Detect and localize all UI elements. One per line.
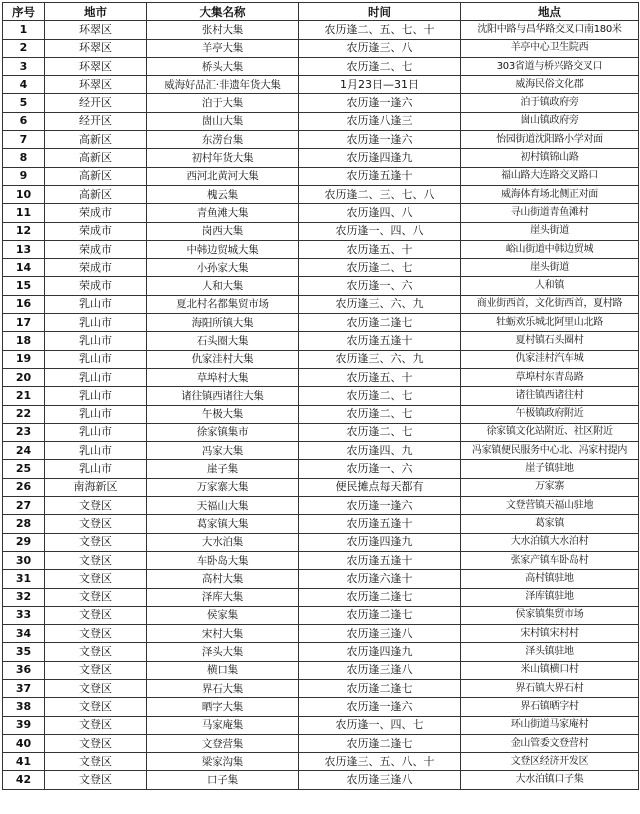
cell-index: 1 bbox=[3, 21, 45, 39]
cell-location: 冯家镇便民服务中心北、冯家村提内 bbox=[461, 442, 639, 460]
cell-city: 文登区 bbox=[45, 625, 147, 643]
table-row bbox=[3, 314, 639, 332]
table-row bbox=[3, 204, 639, 222]
header-location: 地点 bbox=[461, 3, 639, 21]
table-row bbox=[3, 185, 639, 203]
cell-city: 荣成市 bbox=[45, 222, 147, 240]
cell-time: 农历逢一逢六 bbox=[299, 131, 461, 149]
cell-market-name: 仇家洼村大集 bbox=[147, 350, 299, 368]
cell-location: 万家寨 bbox=[461, 478, 639, 496]
table-row bbox=[3, 368, 639, 386]
cell-location: 午极镇政府附近 bbox=[461, 405, 639, 423]
cell-market-name: 侯家集 bbox=[147, 606, 299, 624]
table-row bbox=[3, 131, 639, 149]
cell-market-name: 槐云集 bbox=[147, 185, 299, 203]
cell-market-name: 车卧岛大集 bbox=[147, 551, 299, 569]
cell-index: 13 bbox=[3, 240, 45, 258]
cell-index: 35 bbox=[3, 643, 45, 661]
market-schedule-table bbox=[2, 2, 639, 790]
cell-market-name: 马家庵集 bbox=[147, 716, 299, 734]
table-row bbox=[3, 423, 639, 441]
cell-time: 农历逢一、四、八 bbox=[299, 222, 461, 240]
table-body bbox=[3, 21, 639, 789]
table-row bbox=[3, 240, 639, 258]
table-row bbox=[3, 167, 639, 185]
cell-location: 界石镇大界石村 bbox=[461, 679, 639, 697]
cell-time: 农历逢四、八 bbox=[299, 204, 461, 222]
cell-time: 农历逢一逢六 bbox=[299, 94, 461, 112]
cell-city: 环翠区 bbox=[45, 21, 147, 39]
cell-location: 仇家洼村汽车城 bbox=[461, 350, 639, 368]
cell-city: 乳山市 bbox=[45, 295, 147, 313]
table-row bbox=[3, 698, 639, 716]
cell-market-name: 万家寨大集 bbox=[147, 478, 299, 496]
cell-time: 农历逢三、六、九 bbox=[299, 295, 461, 313]
cell-market-name: 界石大集 bbox=[147, 679, 299, 697]
cell-time: 农历逢三、八 bbox=[299, 39, 461, 57]
cell-city: 荣成市 bbox=[45, 240, 147, 258]
cell-city: 乳山市 bbox=[45, 405, 147, 423]
cell-market-name: 天福山大集 bbox=[147, 497, 299, 515]
cell-market-name: 西河北黄河大集 bbox=[147, 167, 299, 185]
cell-location: 峪山街道中韩边贸城 bbox=[461, 240, 639, 258]
table-row bbox=[3, 21, 639, 39]
cell-city: 荣成市 bbox=[45, 259, 147, 277]
cell-index: 40 bbox=[3, 734, 45, 752]
cell-location: 羊亭中心卫生院西 bbox=[461, 39, 639, 57]
cell-index: 4 bbox=[3, 76, 45, 94]
table-row bbox=[3, 716, 639, 734]
cell-market-name: 冯家大集 bbox=[147, 442, 299, 460]
cell-location: 崖子镇驻地 bbox=[461, 460, 639, 478]
cell-time: 农历逢二逢七 bbox=[299, 588, 461, 606]
table-row bbox=[3, 94, 639, 112]
cell-time: 农历逢四逢九 bbox=[299, 533, 461, 551]
cell-index: 11 bbox=[3, 204, 45, 222]
cell-market-name: 崖子集 bbox=[147, 460, 299, 478]
cell-time: 农历逢二逢七 bbox=[299, 679, 461, 697]
cell-index: 39 bbox=[3, 716, 45, 734]
cell-location: 崮山镇政府旁 bbox=[461, 112, 639, 130]
cell-city: 乳山市 bbox=[45, 368, 147, 386]
cell-city: 乳山市 bbox=[45, 387, 147, 405]
table-header-row bbox=[3, 3, 639, 21]
cell-city: 乳山市 bbox=[45, 442, 147, 460]
cell-city: 文登区 bbox=[45, 716, 147, 734]
cell-city: 文登区 bbox=[45, 679, 147, 697]
cell-market-name: 海阳所镇大集 bbox=[147, 314, 299, 332]
cell-market-name: 泽库大集 bbox=[147, 588, 299, 606]
table-row bbox=[3, 39, 639, 57]
table-row bbox=[3, 277, 639, 295]
cell-time: 农历逢二逢七 bbox=[299, 734, 461, 752]
cell-city: 文登区 bbox=[45, 698, 147, 716]
cell-location: 米山镇横口村 bbox=[461, 661, 639, 679]
cell-location: 人和镇 bbox=[461, 277, 639, 295]
cell-location: 威海民俗文化郡 bbox=[461, 76, 639, 94]
cell-market-name: 诸往镇西诸往大集 bbox=[147, 387, 299, 405]
cell-time: 农历逢五、十 bbox=[299, 368, 461, 386]
cell-time: 农历逢五、十 bbox=[299, 240, 461, 258]
table-row bbox=[3, 497, 639, 515]
cell-market-name: 张村大集 bbox=[147, 21, 299, 39]
cell-index: 8 bbox=[3, 149, 45, 167]
cell-index: 36 bbox=[3, 661, 45, 679]
cell-time: 农历逢二、五、七、十 bbox=[299, 21, 461, 39]
header-index: 序号 bbox=[3, 3, 45, 21]
cell-time: 农历逢三逢八 bbox=[299, 771, 461, 789]
cell-city: 荣成市 bbox=[45, 204, 147, 222]
cell-index: 34 bbox=[3, 625, 45, 643]
cell-market-name: 口子集 bbox=[147, 771, 299, 789]
cell-market-name: 草埠村大集 bbox=[147, 368, 299, 386]
cell-index: 38 bbox=[3, 698, 45, 716]
cell-index: 23 bbox=[3, 423, 45, 441]
cell-location: 大水泊镇口子集 bbox=[461, 771, 639, 789]
cell-location: 怡园街道沈阳路小学对面 bbox=[461, 131, 639, 149]
cell-time: 农历逢三逢八 bbox=[299, 661, 461, 679]
cell-index: 28 bbox=[3, 515, 45, 533]
table-row bbox=[3, 460, 639, 478]
cell-location: 宋村镇宋村村 bbox=[461, 625, 639, 643]
cell-city: 文登区 bbox=[45, 643, 147, 661]
cell-location: 文登营镇天福山驻地 bbox=[461, 497, 639, 515]
cell-time: 农历逢五逢十 bbox=[299, 332, 461, 350]
cell-city: 环翠区 bbox=[45, 76, 147, 94]
cell-market-name: 晒字大集 bbox=[147, 698, 299, 716]
cell-market-name: 人和大集 bbox=[147, 277, 299, 295]
cell-time: 农历逢四逢九 bbox=[299, 643, 461, 661]
cell-time: 农历逢二、七 bbox=[299, 387, 461, 405]
cell-time: 农历逢三、五、八、十 bbox=[299, 753, 461, 771]
cell-index: 12 bbox=[3, 222, 45, 240]
cell-city: 高新区 bbox=[45, 167, 147, 185]
table-row bbox=[3, 570, 639, 588]
cell-market-name: 石头圈大集 bbox=[147, 332, 299, 350]
table-row bbox=[3, 112, 639, 130]
cell-city: 经开区 bbox=[45, 94, 147, 112]
cell-location: 牡蛎欢乐城北阿里山北路 bbox=[461, 314, 639, 332]
cell-time: 农历逢二、七 bbox=[299, 259, 461, 277]
cell-location: 303省道与桥兴路交叉口 bbox=[461, 57, 639, 75]
cell-index: 5 bbox=[3, 94, 45, 112]
cell-city: 文登区 bbox=[45, 497, 147, 515]
cell-index: 16 bbox=[3, 295, 45, 313]
cell-market-name: 青鱼滩大集 bbox=[147, 204, 299, 222]
cell-market-name: 崮山大集 bbox=[147, 112, 299, 130]
cell-time: 农历逢八逢三 bbox=[299, 112, 461, 130]
cell-city: 文登区 bbox=[45, 515, 147, 533]
cell-time: 农历逢五逢十 bbox=[299, 515, 461, 533]
cell-location: 葛家镇 bbox=[461, 515, 639, 533]
table-row bbox=[3, 771, 639, 789]
cell-city: 经开区 bbox=[45, 112, 147, 130]
table-row bbox=[3, 149, 639, 167]
cell-time: 农历逢二、七 bbox=[299, 57, 461, 75]
cell-time: 农历逢一逢六 bbox=[299, 698, 461, 716]
cell-index: 2 bbox=[3, 39, 45, 57]
cell-time: 农历逢五逢十 bbox=[299, 551, 461, 569]
cell-index: 14 bbox=[3, 259, 45, 277]
cell-time: 农历逢一逢六 bbox=[299, 497, 461, 515]
cell-index: 25 bbox=[3, 460, 45, 478]
cell-time: 农历逢二逢七 bbox=[299, 314, 461, 332]
cell-time: 农历逢二、七 bbox=[299, 405, 461, 423]
cell-market-name: 宋村大集 bbox=[147, 625, 299, 643]
table-row bbox=[3, 643, 639, 661]
cell-market-name: 中韩边贸城大集 bbox=[147, 240, 299, 258]
table-row bbox=[3, 551, 639, 569]
cell-time: 农历逢四、九 bbox=[299, 442, 461, 460]
cell-index: 41 bbox=[3, 753, 45, 771]
cell-index: 3 bbox=[3, 57, 45, 75]
cell-location: 福山路大连路交叉路口 bbox=[461, 167, 639, 185]
cell-index: 7 bbox=[3, 131, 45, 149]
cell-market-name: 午极大集 bbox=[147, 405, 299, 423]
cell-market-name: 小孙家大集 bbox=[147, 259, 299, 277]
cell-index: 24 bbox=[3, 442, 45, 460]
cell-index: 21 bbox=[3, 387, 45, 405]
cell-location: 沈阳中路与昌华路交叉口南180米 bbox=[461, 21, 639, 39]
cell-index: 18 bbox=[3, 332, 45, 350]
table-row bbox=[3, 588, 639, 606]
cell-location: 文登区经济开发区 bbox=[461, 753, 639, 771]
cell-market-name: 文登营集 bbox=[147, 734, 299, 752]
cell-city: 文登区 bbox=[45, 734, 147, 752]
cell-location: 商业街西首，文化街西首，夏村路 bbox=[461, 295, 639, 313]
cell-time: 农历逢四逢九 bbox=[299, 149, 461, 167]
cell-city: 文登区 bbox=[45, 533, 147, 551]
table-row bbox=[3, 734, 639, 752]
cell-location: 环山街道马家庵村 bbox=[461, 716, 639, 734]
cell-location: 草埠村东青岛路 bbox=[461, 368, 639, 386]
header-time: 时间 bbox=[299, 3, 461, 21]
cell-market-name: 泊于大集 bbox=[147, 94, 299, 112]
cell-market-name: 东涝台集 bbox=[147, 131, 299, 149]
table-row bbox=[3, 259, 639, 277]
cell-city: 环翠区 bbox=[45, 39, 147, 57]
cell-index: 42 bbox=[3, 771, 45, 789]
cell-location: 崖头街道 bbox=[461, 259, 639, 277]
cell-index: 17 bbox=[3, 314, 45, 332]
cell-location: 威海体育场北侧正对面 bbox=[461, 185, 639, 203]
cell-market-name: 横口集 bbox=[147, 661, 299, 679]
cell-city: 高新区 bbox=[45, 131, 147, 149]
cell-city: 南海新区 bbox=[45, 478, 147, 496]
cell-location: 徐家镇文化站附近、社区附近 bbox=[461, 423, 639, 441]
cell-index: 30 bbox=[3, 551, 45, 569]
cell-index: 15 bbox=[3, 277, 45, 295]
cell-index: 32 bbox=[3, 588, 45, 606]
cell-location: 崖头街道 bbox=[461, 222, 639, 240]
cell-location: 夏村镇石头圈村 bbox=[461, 332, 639, 350]
cell-market-name: 威海好品汇·非遗年货大集 bbox=[147, 76, 299, 94]
cell-market-name: 徐家镇集市 bbox=[147, 423, 299, 441]
table-row bbox=[3, 387, 639, 405]
cell-time: 农历逢三逢八 bbox=[299, 625, 461, 643]
cell-market-name: 大水泊集 bbox=[147, 533, 299, 551]
cell-city: 文登区 bbox=[45, 588, 147, 606]
cell-time: 农历逢二、七 bbox=[299, 423, 461, 441]
cell-location: 侯家镇集贸市场 bbox=[461, 606, 639, 624]
cell-city: 乳山市 bbox=[45, 332, 147, 350]
cell-city: 文登区 bbox=[45, 661, 147, 679]
cell-time: 农历逢二逢七 bbox=[299, 606, 461, 624]
cell-location: 大水泊镇大水泊村 bbox=[461, 533, 639, 551]
cell-market-name: 桥头大集 bbox=[147, 57, 299, 75]
cell-index: 37 bbox=[3, 679, 45, 697]
cell-city: 乳山市 bbox=[45, 460, 147, 478]
table-row bbox=[3, 533, 639, 551]
cell-market-name: 岗西大集 bbox=[147, 222, 299, 240]
cell-city: 文登区 bbox=[45, 570, 147, 588]
cell-location: 初村镇锦山路 bbox=[461, 149, 639, 167]
cell-time: 农历逢一、六 bbox=[299, 460, 461, 478]
cell-time: 1月23日—31日 bbox=[299, 76, 461, 94]
cell-market-name: 泽头大集 bbox=[147, 643, 299, 661]
table-row bbox=[3, 679, 639, 697]
cell-location: 金山管委文登营村 bbox=[461, 734, 639, 752]
cell-market-name: 初村年货大集 bbox=[147, 149, 299, 167]
cell-index: 10 bbox=[3, 185, 45, 203]
cell-city: 荣成市 bbox=[45, 277, 147, 295]
cell-time: 农历逢三、六、九 bbox=[299, 350, 461, 368]
cell-time: 农历逢五逢十 bbox=[299, 167, 461, 185]
table-row bbox=[3, 295, 639, 313]
cell-city: 乳山市 bbox=[45, 314, 147, 332]
cell-time: 农历逢六逢十 bbox=[299, 570, 461, 588]
table-row bbox=[3, 76, 639, 94]
cell-city: 文登区 bbox=[45, 606, 147, 624]
cell-city: 高新区 bbox=[45, 185, 147, 203]
cell-index: 22 bbox=[3, 405, 45, 423]
cell-index: 26 bbox=[3, 478, 45, 496]
cell-index: 29 bbox=[3, 533, 45, 551]
table-row bbox=[3, 606, 639, 624]
header-city: 地市 bbox=[45, 3, 147, 21]
cell-time: 农历逢二、三、七、八 bbox=[299, 185, 461, 203]
cell-index: 33 bbox=[3, 606, 45, 624]
cell-index: 31 bbox=[3, 570, 45, 588]
cell-location: 诸往镇西诸往村 bbox=[461, 387, 639, 405]
cell-index: 9 bbox=[3, 167, 45, 185]
table-row bbox=[3, 661, 639, 679]
cell-market-name: 高村大集 bbox=[147, 570, 299, 588]
cell-location: 泽头镇驻地 bbox=[461, 643, 639, 661]
cell-time: 农历逢一、四、七 bbox=[299, 716, 461, 734]
table-row bbox=[3, 625, 639, 643]
cell-location: 泊于镇政府旁 bbox=[461, 94, 639, 112]
cell-location: 张家产镇车卧岛村 bbox=[461, 551, 639, 569]
table-row bbox=[3, 753, 639, 771]
cell-time: 便民摊点每天都有 bbox=[299, 478, 461, 496]
cell-city: 文登区 bbox=[45, 551, 147, 569]
cell-location: 寻山街道青鱼滩村 bbox=[461, 204, 639, 222]
cell-index: 19 bbox=[3, 350, 45, 368]
cell-location: 界石镇晒字村 bbox=[461, 698, 639, 716]
table-row bbox=[3, 332, 639, 350]
cell-time: 农历逢一、六 bbox=[299, 277, 461, 295]
cell-city: 高新区 bbox=[45, 149, 147, 167]
table-row bbox=[3, 515, 639, 533]
table-row bbox=[3, 442, 639, 460]
cell-city: 文登区 bbox=[45, 753, 147, 771]
cell-location: 泽库镇驻地 bbox=[461, 588, 639, 606]
table-row bbox=[3, 222, 639, 240]
table-row bbox=[3, 57, 639, 75]
cell-index: 27 bbox=[3, 497, 45, 515]
cell-market-name: 梁家沟集 bbox=[147, 753, 299, 771]
table-row bbox=[3, 350, 639, 368]
table-row bbox=[3, 405, 639, 423]
cell-index: 20 bbox=[3, 368, 45, 386]
cell-city: 乳山市 bbox=[45, 423, 147, 441]
cell-market-name: 葛家镇大集 bbox=[147, 515, 299, 533]
table-row bbox=[3, 478, 639, 496]
cell-market-name: 羊亭大集 bbox=[147, 39, 299, 57]
cell-city: 文登区 bbox=[45, 771, 147, 789]
cell-location: 高村镇驻地 bbox=[461, 570, 639, 588]
cell-city: 乳山市 bbox=[45, 350, 147, 368]
header-market-name: 大集名称 bbox=[147, 3, 299, 21]
cell-city: 环翠区 bbox=[45, 57, 147, 75]
cell-market-name: 夏北村名都集贸市场 bbox=[147, 295, 299, 313]
cell-index: 6 bbox=[3, 112, 45, 130]
